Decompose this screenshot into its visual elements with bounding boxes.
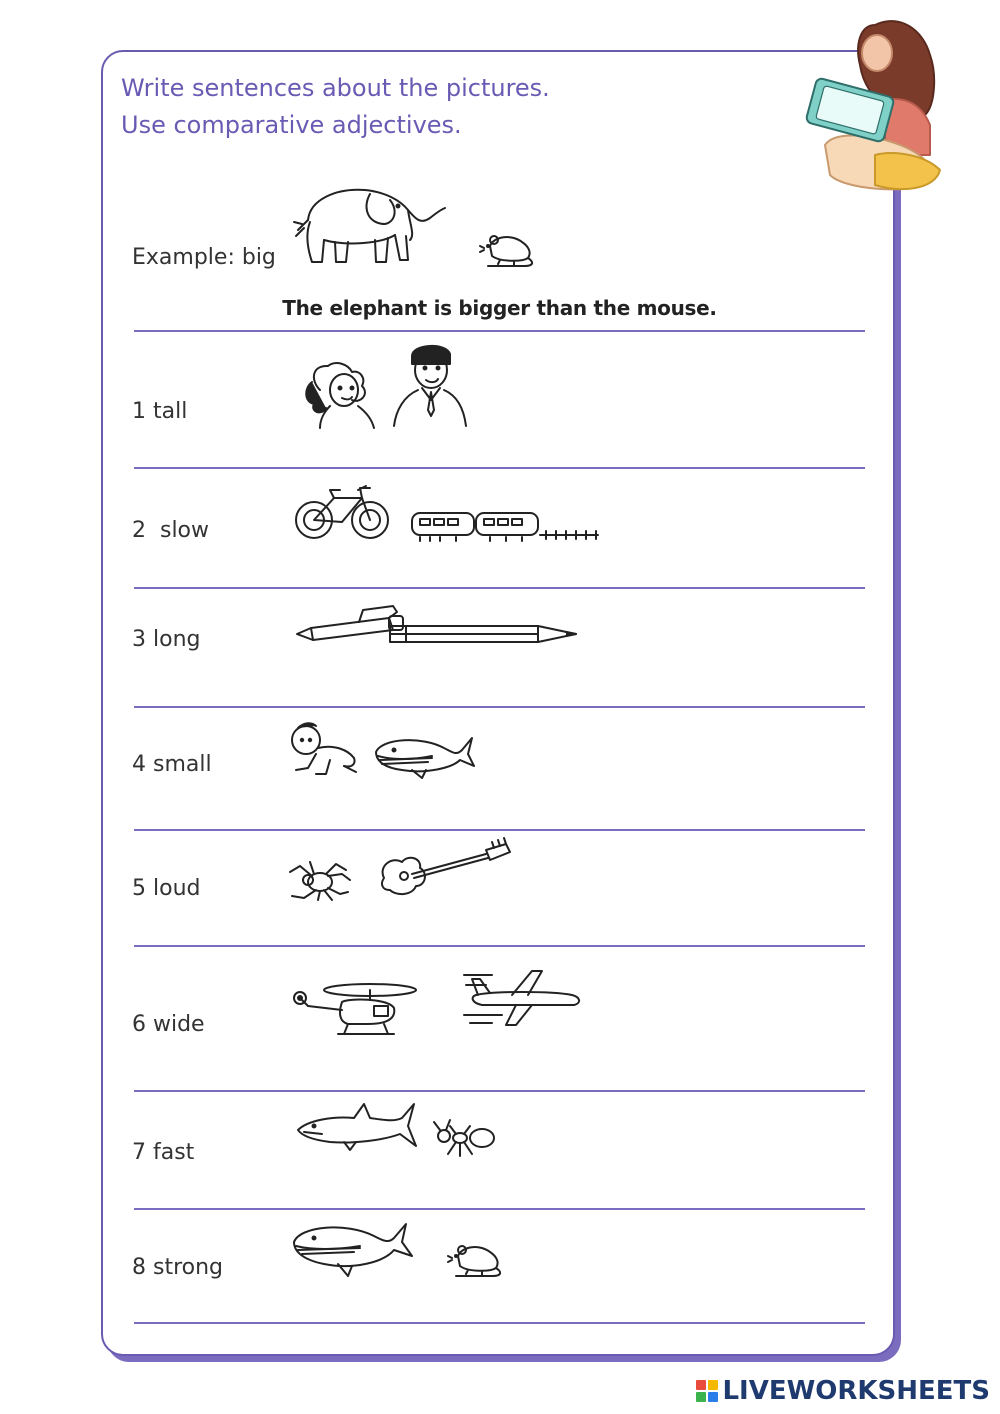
whale-icon (372, 732, 476, 782)
girl-icon (300, 360, 385, 430)
item-5-answer-input[interactable] (150, 910, 854, 944)
item-8-answer-input[interactable] (150, 1287, 854, 1321)
brand-name: LIVEWORKSHEETS (722, 1376, 990, 1406)
item-3-label: 3 long (132, 627, 201, 652)
item-6-label: 6 wide (132, 1012, 205, 1037)
item-6-answer-input[interactable] (150, 1055, 854, 1089)
item-2-answer-line (134, 587, 865, 589)
item-8-label: 8 strong (132, 1255, 224, 1280)
item-1-label: 1 tall (132, 399, 188, 424)
item-6-answer-line (134, 1090, 865, 1092)
man-icon (390, 340, 470, 430)
instruction-line-2: Use comparative adjectives. (121, 111, 462, 139)
item-7-answer-input[interactable] (150, 1173, 854, 1207)
item-2-answer-input[interactable] (150, 552, 854, 586)
pencil-icon (388, 622, 580, 646)
guitar-icon (376, 840, 516, 902)
item-3-answer-line (134, 706, 865, 708)
train-icon (410, 505, 602, 545)
instruction-line-1: Write sentences about the pictures. (121, 74, 550, 102)
item-7-answer-line (134, 1208, 865, 1210)
item-2-label: 2 slow (132, 518, 210, 543)
item-8-answer-line (134, 1322, 865, 1324)
item-4-answer-input[interactable] (150, 794, 854, 828)
item-5-answer-line (134, 945, 865, 947)
mouse-icon-small (446, 1238, 508, 1280)
shark-icon (294, 1100, 418, 1152)
girl-with-tablet-illustration (805, 5, 950, 195)
airplane-icon (462, 965, 586, 1029)
item-7-label: 7 fast (132, 1140, 195, 1165)
example-answer: The elephant is bigger than the mouse. (282, 296, 717, 320)
bicycle-icon (292, 482, 392, 540)
example-answer-line (134, 330, 865, 332)
baby-icon (286, 720, 360, 778)
item-1-answer-input[interactable] (150, 432, 854, 466)
item-3-answer-input[interactable] (150, 671, 854, 705)
elephant-icon (290, 180, 450, 270)
ant-icon (430, 1118, 500, 1160)
item-4-answer-line (134, 829, 865, 831)
helicopter-icon (288, 978, 420, 1042)
item-1-answer-line (134, 467, 865, 469)
item-5-label: 5 loud (132, 876, 201, 901)
item-4-label: 4 small (132, 752, 212, 777)
whale-icon-large (290, 1218, 416, 1280)
liveworksheets-brand (696, 1376, 990, 1406)
example-label: Example: big (132, 245, 276, 270)
liveworksheets-logo-icon (696, 1380, 718, 1402)
spider-icon (284, 860, 354, 902)
mouse-icon (478, 228, 540, 270)
